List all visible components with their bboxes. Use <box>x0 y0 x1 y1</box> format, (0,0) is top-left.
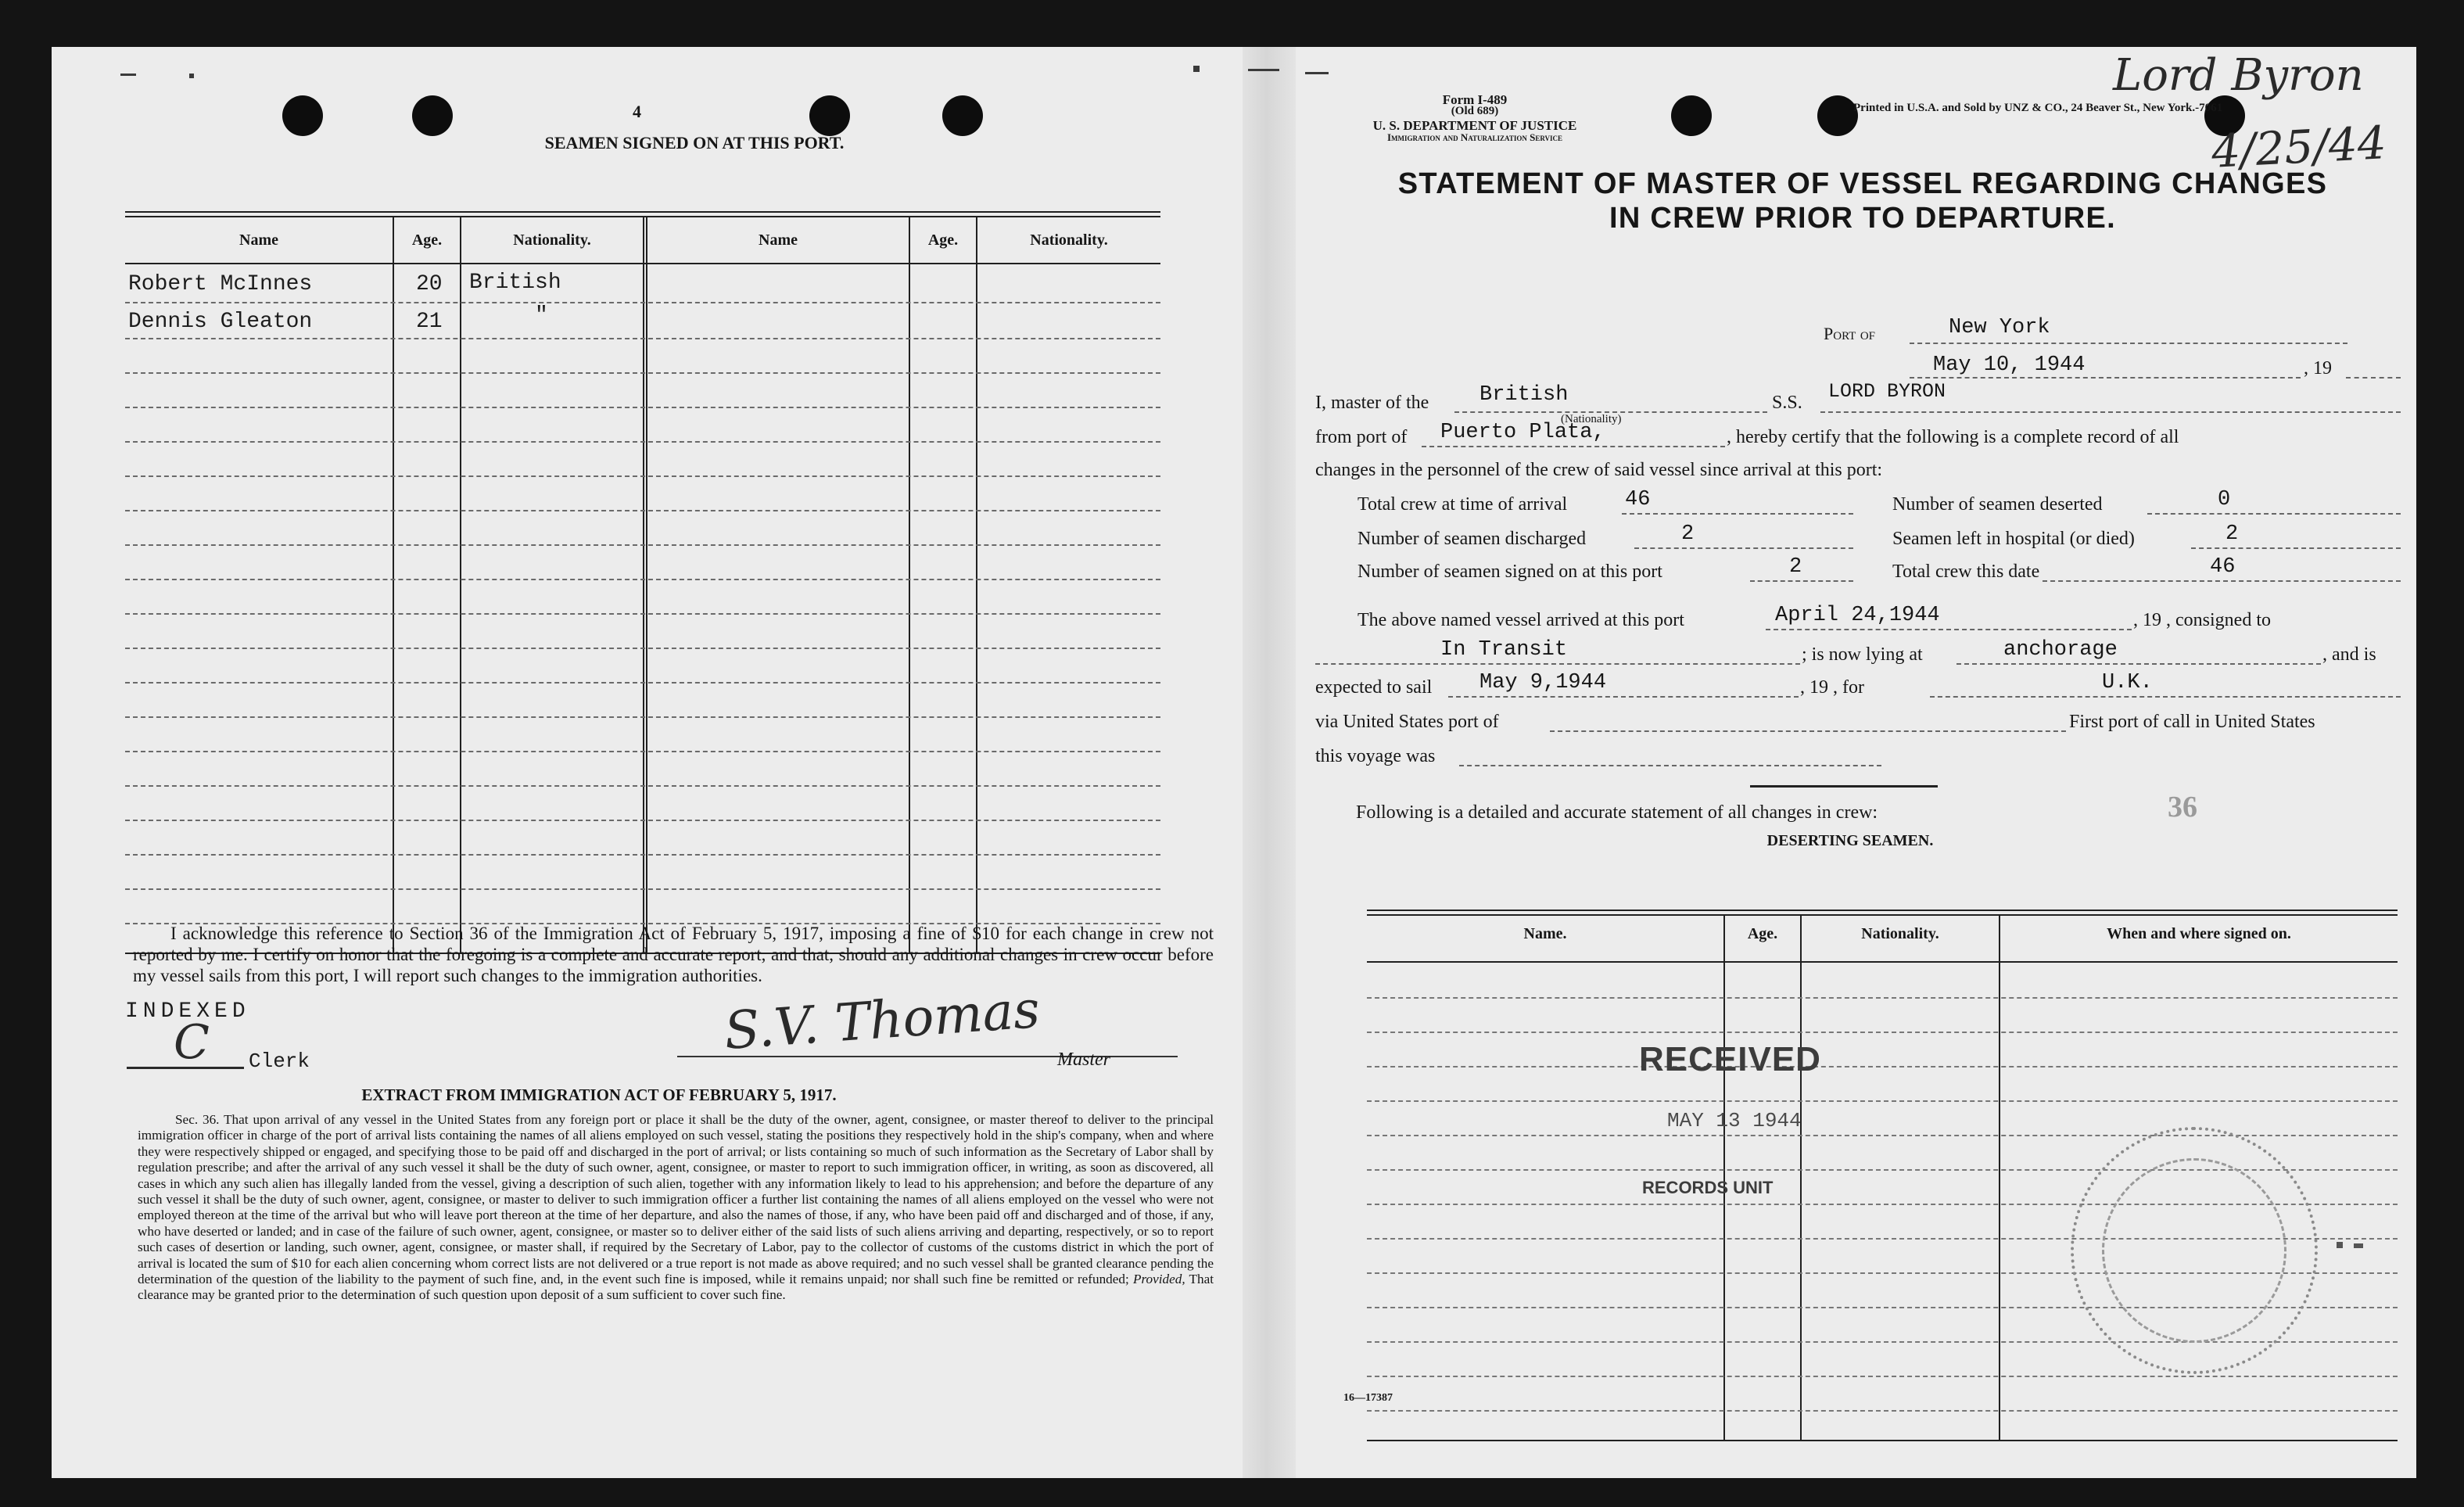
extract-text <box>138 1112 1214 1304</box>
lying-value: anchorage <box>2003 638 2118 662</box>
service-name: Immigration and Naturalization Service <box>1386 131 1563 143</box>
following-text: Following is a detailed and accurate statement of all changes in crew: <box>1356 802 1878 823</box>
vessel-value: LORD BYRON <box>1828 380 1946 403</box>
clerk-line <box>127 1067 244 1069</box>
handwritten-vessel-name: Lord Byron <box>2113 50 2364 101</box>
master-label: Master <box>1057 1050 1110 1070</box>
table-row-age: 20 <box>416 272 443 296</box>
extract-proviso: Provided, <box>1132 1272 1185 1287</box>
table-row-name: Dennis Gleaton <box>128 310 313 334</box>
deserting-seamen-title: DESERTING SEAMEN. <box>1766 832 1934 849</box>
lying-label: ; is now lying at <box>1802 644 1923 665</box>
destination-value: U.K. <box>2102 671 2153 694</box>
discharged-value: 2 <box>1681 522 1695 546</box>
master-signature: S.V. Thomas <box>722 979 1042 1061</box>
table-row-name: Robert McInnes <box>128 272 313 296</box>
document-sheet <box>52 47 2416 1478</box>
ink-speck <box>120 74 136 76</box>
total-crew-date-label: Total crew this date <box>1892 562 2040 582</box>
table-row-age: 21 <box>416 310 443 334</box>
table-row-nationality: British <box>469 271 561 295</box>
seamen-signed-on-table <box>125 164 1160 954</box>
col-header-nationality: Nationality. <box>1861 925 1939 942</box>
received-date: MAY 13 1944 <box>1667 1109 1802 1132</box>
form-number: Form I-489 <box>1442 92 1508 107</box>
expected-label: expected to sail <box>1315 677 1433 698</box>
extract-body: That upon arrival of any vessel in the United States from any foreign port or place it shall be the duty of the owner, agent, consignee, or master thereof to deliver to the principal immigration officer in charge of the port of arrival lists containing the names of all aliens employed on such vessel, stating the positions they respectively hold in the ship's company, when and where they were respectively shipped or engaged, and specifying those to be paid off and discharged in the port of arrival; or lists containing so much of such information as the Secretary of Labor shall by regulation prescribe; and after the arrival of any such vessel it shall be the duty of such owner, agent, consignee, or master to report to such immigration officer, in writing, as soon as discovered, all cases in which any such alien has illegally landed from the vessel, giving a description of such alien, together with any information likely to lead to his apprehension; and before the departure of any such vessel it shall be the duty of such owner, agent, consignee, or master to deliver to such immigration officer a further list containing the names of all aliens employed on the vessel who were not employed thereon at the time of the arrival but who will leave port thereon at the time of her departure, and also the names of those, if any, who have been paid off and discharged and of those, if any, who have deserted or landed; and in case of the failure of such owner, agent, consignee, or master so to deliver either of the said lists of such aliens arriving and departing, respectively, or so to report such cases of desertion or landing, such owner, agent, consignee, or master shall, if required by the Secretary of Labor, pay to the collector of customs of the customs district in which the port of arrival is located the sum of $10 for each alien concerning whom correct lists are not delivered or a true report is not made as above required; and no such vessel shall be granted clearance pending the determination of the question of the liability to the payment of such fine, and, in the event such fine is imposed, while it remains unpaid; nor shall such fine be remitted or refunded; <box>138 1112 1214 1287</box>
binder-hole <box>1671 95 1712 136</box>
first-port-label: First port of call in United States <box>2069 712 2315 732</box>
clerk-label: Clerk <box>249 1050 310 1073</box>
col-header-signed-on: When and where signed on. <box>2107 925 2291 942</box>
col-header-age: Age. <box>1747 925 1778 942</box>
page-number: 4 <box>633 102 641 121</box>
hospital-value: 2 <box>2225 522 2239 546</box>
col-header-nationality: Nationality. <box>513 231 591 249</box>
nationality-value: British <box>1479 383 1569 407</box>
year-prefix: , 19 <box>2304 358 2332 379</box>
consignee-value: In Transit <box>1440 638 1568 662</box>
section-divider <box>1750 785 1938 788</box>
date-value: May 10, 1944 <box>1933 353 2086 377</box>
form-title-line1: STATEMENT OF MASTER OF VESSEL REGARDING CHANGES <box>1397 167 2328 200</box>
form-title-line2: IN CREW PRIOR TO DEPARTURE. <box>1609 202 2117 235</box>
port-value: New York <box>1949 316 2050 339</box>
deserted-label: Number of seamen deserted <box>1892 494 2103 515</box>
ink-speck <box>2337 1242 2343 1248</box>
col-header-name: Name <box>759 231 798 249</box>
signed-on-value: 2 <box>1789 555 1802 579</box>
col-header-age: Age. <box>411 231 443 249</box>
extract-title: EXTRACT FROM IMMIGRATION ACT OF FEBRUARY 5, 1917. <box>361 1085 837 1104</box>
left-page-title: SEAMEN SIGNED ON AT THIS PORT. <box>544 133 845 152</box>
ink-speck <box>2354 1243 2363 1248</box>
binder-hole <box>809 95 850 136</box>
certify-text: , hereby certify that the following is a complete record of all <box>1727 427 2179 447</box>
col-header-name: Name. <box>1523 925 1567 942</box>
circular-port-stamp <box>2071 1127 2318 1374</box>
table-row-nationality: " <box>535 303 548 328</box>
consigned-label: , 19 , consigned to <box>2133 610 2271 630</box>
binder-hole <box>942 95 983 136</box>
deserted-value: 0 <box>2218 488 2231 511</box>
arrived-label: The above named vessel arrived at this port <box>1358 610 1684 630</box>
master-of-label: I, master of the <box>1315 393 1429 413</box>
indexed-stamp: INDEXED <box>125 999 250 1024</box>
col-header-nationality: Nationality. <box>1030 231 1108 249</box>
extract-lead: Sec. 36. <box>175 1112 220 1127</box>
col-header-name: Name <box>239 231 278 249</box>
changes-text: changes in the personnel of the crew of said vessel since arrival at this port: <box>1315 460 1883 480</box>
ink-speck <box>1248 69 1279 71</box>
margin-number: 36 <box>2168 791 2197 823</box>
port-label: Port of <box>1824 324 1876 343</box>
this-voyage-label: this voyage was <box>1315 746 1436 766</box>
form-old-number: (Old 689) <box>1451 105 1499 117</box>
and-is-label: , and is <box>2322 644 2376 665</box>
binder-hole <box>282 95 323 136</box>
expected-value: May 9,1944 <box>1479 671 1607 694</box>
clerk-initial: C <box>174 1015 210 1070</box>
discharged-label: Number of seamen discharged <box>1358 529 1587 549</box>
ss-label: S.S. <box>1772 393 1802 413</box>
arrived-value: April 24,1944 <box>1775 604 1940 627</box>
records-unit: RECORDS UNIT <box>1642 1178 1774 1197</box>
binder-hole <box>1817 95 1858 136</box>
ink-speck <box>1193 66 1200 72</box>
received-stamp: RECEIVED <box>1639 1040 1821 1078</box>
binder-hole <box>412 95 453 136</box>
ink-speck <box>189 74 194 78</box>
signed-on-label: Number of seamen signed on at this port <box>1358 562 1662 582</box>
total-crew-arrival-value: 46 <box>1625 488 1651 511</box>
printer-note: Printed in U.S.A. and Sold by UNZ & CO., 24 Beaver St., New York.-7061 <box>1853 102 2223 114</box>
total-crew-date-value: 46 <box>2210 555 2236 579</box>
nationality-caption: (Nationality) <box>1561 413 1622 425</box>
hospital-label: Seamen left in hospital (or died) <box>1892 529 2135 549</box>
acknowledgement-text: I acknowledge this reference to Section 36 of the Immigration Act of February 5, 1917, imposing a fine of $10 for each change in crew not reported by me. I certify on honor that the foregoing is a complete and accurate report, and that, should any additional changes in crew occur before my vessel sails from this port, I will report such changes to the immigration authorities. <box>133 924 1214 985</box>
page-fold <box>1243 47 1296 1478</box>
department-name: U. S. DEPARTMENT OF JUSTICE <box>1372 118 1577 133</box>
for-label: , 19 , for <box>1800 677 1864 698</box>
via-label: via United States port of <box>1315 712 1499 732</box>
col-header-age: Age. <box>927 231 959 249</box>
ink-speck <box>1305 72 1329 74</box>
extract-tail: That clearance may be granted prior to the determination of such question upon deposit of a sum sufficient to cover such fine. <box>138 1272 1214 1303</box>
total-crew-arrival-label: Total crew at time of arrival <box>1358 494 1568 515</box>
footer-code: 16—17387 <box>1343 1392 1393 1404</box>
handwritten-date: 4/25/44 <box>2210 116 2388 178</box>
from-port-label: from port of <box>1315 427 1408 447</box>
from-port-value: Puerto Plata, <box>1440 421 1605 444</box>
